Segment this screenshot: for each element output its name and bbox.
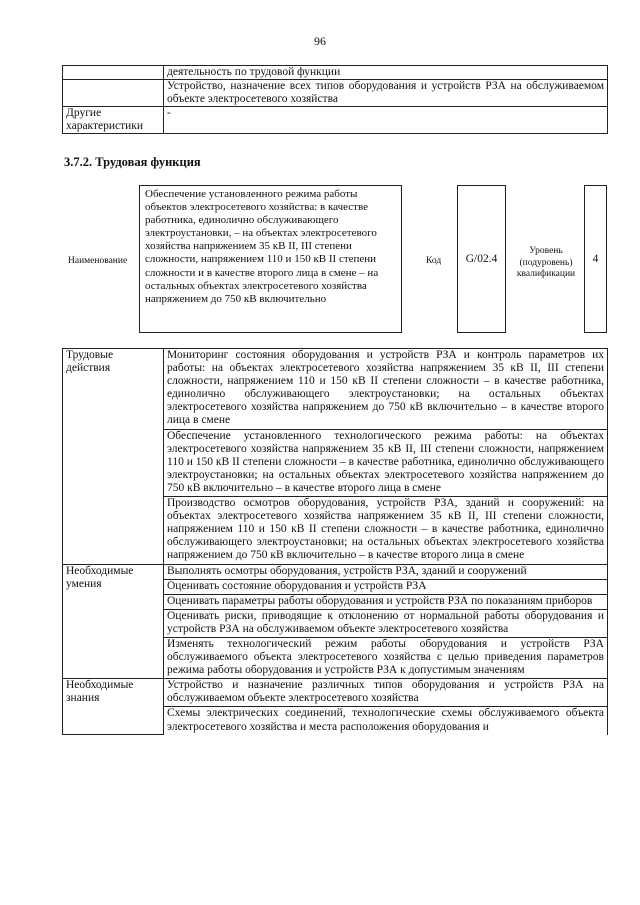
top-table xyxy=(62,65,608,134)
page-number: 96 xyxy=(314,34,326,48)
group-label-skills: Необходимые умения xyxy=(63,564,164,679)
table-row xyxy=(63,66,608,80)
required-skill: Оценивать параметры работы оборудования и устройств РЗА по показаниям приборов xyxy=(164,594,608,609)
labor-action: Производство осмотров оборудования, устройств РЗА, зданий и сооружений: на объектах электросетевого хозяйства напряжением 35 кВ II, III степени сложности, напряжением 110 и 150 кВ II степени сложности – в качестве работника, единолично обслуживающего электроустановки; на остальных объектах электросетевого хозяйства напряжением до 750 кВ включительно – в качестве второго лица в смене xyxy=(164,497,608,564)
row-label xyxy=(63,80,164,107)
function-name-box: Обеспечение установленного режима работы объектов электросетевого хозяйства: в качестве работника, единолично обслуживающего электроустановки, – на объектах электросетевого хозяйства напряжением 35 кВ II, III степени сложности, напряжением 110 и 150 кВ II степени сложности и в качестве второго лица в смене – на остальных объектах электросетевого хозяйства напряжением до 750 кВ включительно xyxy=(139,185,402,333)
table-row xyxy=(63,107,608,134)
section-heading: 3.7.2. Трудовая функция xyxy=(64,155,201,169)
row-text: - xyxy=(164,107,608,134)
row-label xyxy=(63,66,164,80)
required-skill: Выполнять осмотры оборудования, устройств РЗА, зданий и сооружений xyxy=(164,564,608,579)
group-label-actions: Трудовые действия xyxy=(63,349,164,565)
row-label: Другие характеристики xyxy=(63,107,164,134)
required-skill: Оценивать риски, приводящие к отклонению от нормальной работы оборудования и устройств РЗА на обслуживаемом объекте электросетевого хозяйства xyxy=(164,609,608,637)
required-skill: Оценивать состояние оборудования и устройств РЗА xyxy=(164,579,608,594)
qualification-level-label: Уровень (подуровень) квалификации xyxy=(516,246,576,279)
required-knowledge: Устройство и назначение различных типов оборудования и устройств РЗА на обслуживаемом объекте электросетевого хозяйства xyxy=(164,679,608,707)
row-text: деятельность по трудовой функции xyxy=(164,66,608,80)
row-text: Устройство, назначение всех типов оборудования и устройств РЗА на обслуживаемом объекте электросетевого хозяйства xyxy=(164,80,608,107)
function-code-box: G/02.4 xyxy=(457,185,506,333)
labor-action: Мониторинг состояния оборудования и устройств РЗА и контроль параметров их работы: на объектах электросетевого хозяйства напряжением 35 кВ II, III степени сложности, напряжением 110 и 150 кВ II степени сложности – в качестве работника, единолично обслуживающего электроустановки; на остальных объектах электросетевого хозяйства напряжением до 750 кВ включительно – в качестве второго лица в смене xyxy=(164,349,608,430)
table-row xyxy=(63,80,608,107)
table-row xyxy=(63,564,608,579)
function-code-label: Код xyxy=(426,256,442,266)
labor-action: Обеспечение установленного технологического режима работы: на объектах электросетевого хозяйства напряжением 35 кВ II, III степени сложности, напряжением 110 и 150 кВ II степени сложности – в качестве работника, единолично обслуживающего электроустановки; на остальных объектах электросетевого хозяйства напряжением до 750 кВ включительно – в качестве второго лица в смене xyxy=(164,429,608,496)
required-skill: Изменять технологический режим работы оборудования и устройств РЗА обслуживаемого объекта электросетевого хозяйства с целью приведения параметров режима работы оборудования и устройств РЗА к допустимым значениям xyxy=(164,637,608,678)
required-knowledge: Схемы электрических соединений, технологические схемы обслуживаемого объекта электросетевого хозяйства и места расположения оборудования и xyxy=(164,707,608,735)
main-table xyxy=(62,348,608,735)
function-name-label: Наименование xyxy=(68,256,128,266)
qualification-level-box: 4 xyxy=(584,185,607,333)
group-label-knowledge: Необходимые знания xyxy=(63,679,164,735)
table-row xyxy=(63,349,608,430)
table-row xyxy=(63,679,608,707)
